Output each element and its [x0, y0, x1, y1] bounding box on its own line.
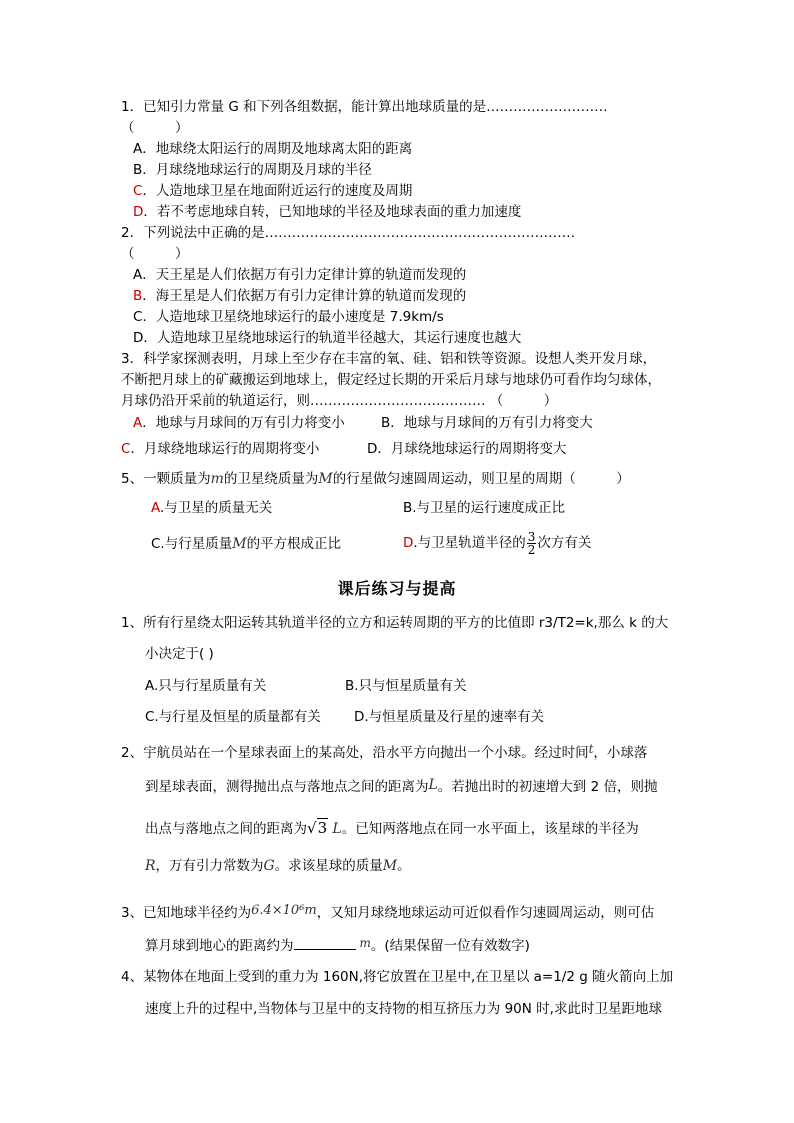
p2-q3-text-1: 3、已知地球半径约为 — [121, 905, 252, 921]
q5-option-b: B.与卫星的运行速度成正比 — [403, 500, 566, 516]
p2-q2-text-6: 。已知两落地点在同一水平面上，该星球的半径为 — [341, 821, 639, 837]
p2-q3-text-4: 。(结果保留一位有效数字) — [370, 938, 530, 954]
q5-stem-part-1: 5、一颗质量为 — [121, 471, 211, 487]
fraction-numerator: 3 — [527, 529, 536, 544]
fraction-denominator: 2 — [527, 542, 536, 557]
q1-option-b-text: ．月球绕地球运行的周期及月球的半径 — [142, 162, 372, 178]
p2-q2-line-4 — [145, 857, 411, 875]
q3-option-a — [133, 414, 345, 432]
p2-q2-var-M: M — [382, 858, 398, 874]
q1-option-a-text: ．地球绕太阳运行的周期及地球离太阳的距离 — [142, 141, 413, 157]
q5-option-c-text-1: C.与行星质量 — [151, 536, 233, 552]
q2-option-b-letter: B — [133, 288, 143, 304]
q3-option-a-text: ．地球与月球间的万有引力将变小 — [142, 415, 345, 431]
answer-blank[interactable] — [294, 937, 356, 950]
q2-option-c — [133, 308, 444, 326]
p2-q2-text-9: 。 — [397, 858, 411, 874]
q3-option-c-text: ．月球绕地球运行的周期将变小 — [130, 441, 320, 457]
q5-var-m: m — [210, 471, 224, 487]
q5-option-d-text-2: 次方有关 — [537, 535, 592, 551]
p2-q3-unit-m: m — [359, 936, 371, 950]
q2-option-b — [133, 287, 466, 305]
q3-option-c-letter: C — [121, 441, 131, 457]
q3-line-1: 3．科学家探测表明，月球上至少存在丰富的氧、硅、铝和铁等资源。设想人类开发月球， — [121, 351, 657, 367]
q5-var-M: M — [318, 471, 333, 487]
q1-option-a — [133, 140, 412, 158]
q3-option-c — [121, 440, 319, 458]
p2-q2-text-2: ，小球落 — [593, 745, 648, 761]
q5-option-a-letter: A — [151, 500, 160, 516]
p2-q2-line-2 — [145, 776, 657, 796]
q1-option-b-letter: B — [133, 162, 143, 178]
p2-q2-line-3 — [145, 819, 639, 838]
p2-q2-text-4: 。若抛出时的初速增大到 2 倍，则抛 — [437, 779, 658, 795]
q2-option-a — [133, 266, 466, 284]
p2-q2-var-t: t — [588, 742, 594, 756]
q1-option-d-text: ．若不考虑地球自转，已知地球的半径及地球表面的重力加速度 — [143, 204, 522, 220]
p2-q3-line-1 — [121, 902, 654, 922]
p2-q2-var-L: L — [428, 777, 438, 793]
q5-option-c — [151, 535, 341, 553]
p2-q2-text-3: 到星球表面，测得抛出点与落地点之间的距离为 — [145, 779, 429, 795]
q5-option-a-text: .与卫星的质量无关 — [160, 500, 273, 516]
p2-q2-var-L2: L — [332, 821, 342, 837]
q3-line-3: 月球仍沿开采前的轨道运行，则………………………………… （ ） — [121, 393, 558, 409]
q5-option-d-text-1: .与卫星轨道半径的 — [413, 535, 526, 551]
q2-option-a-letter: A — [133, 267, 143, 283]
p2-q1-line-2: 小决定于( ) — [145, 646, 214, 662]
q1-option-c-text: ．人造地球卫星在地面附近运行的速度及周期 — [142, 183, 413, 199]
q2-stem: 2．下列说法中正确的是…………………………………………………………… — [121, 225, 576, 241]
p2-q2-text-7: ，万有引力常数为 — [155, 858, 264, 874]
p2-q1-option-b: B.只与恒星质量有关 — [345, 678, 467, 694]
p2-q3-line-2 — [145, 934, 530, 955]
q1-answer-paren: （ ） — [121, 120, 189, 136]
q2-answer-paren: （ ） — [121, 246, 189, 262]
p2-q3-earth-radius: 6.4×10⁶m — [251, 903, 317, 918]
p2-q4-line-1: 4、某物体在地面上受到的重力为 160N,将它放置在卫星中,在卫星以 a=1/2 g 随火箭向上加 — [121, 969, 674, 985]
section-title: 课后练习与提高 — [337, 579, 457, 598]
p2-q2-text-5: 出点与落地点之间的距离为 — [145, 821, 307, 837]
q3-option-b: B．地球与月球间的万有引力将变大 — [381, 415, 593, 431]
p2-q2-sqrt: √3 — [307, 819, 328, 837]
q1-option-b — [133, 161, 372, 179]
q2-option-c-text: ．人造地球卫星绕地球运行的最小速度是 7.9km/s — [142, 309, 444, 325]
q5-option-d-letter: D — [403, 535, 414, 551]
q5-option-c-text-2: 的平方根成正比 — [246, 536, 342, 552]
q3-option-d: D．月球绕地球运行的周期将变大 — [367, 441, 567, 457]
q2-option-d-letter: D — [133, 330, 144, 346]
p2-q2-var-R: R — [145, 858, 156, 874]
q2-option-d-text: ．人造地球卫星绕地球运行的轨道半径越大，其运行速度也越大 — [143, 330, 522, 346]
q5-option-d-fraction — [527, 531, 537, 556]
p2-q2-text-1: 2、宇航员站在一个星球表面上的某高处，沿水平方向抛出一个小球。经过时间 — [121, 745, 589, 761]
p2-q2-line-1 — [121, 740, 647, 762]
p2-q1-option-c: C.与行星及恒星的质量都有关 — [145, 709, 321, 725]
p2-q2-text-8: 。求该星球的质量 — [274, 858, 383, 874]
q5-stem — [121, 470, 630, 488]
q1-option-c — [133, 182, 412, 200]
q3-line-2: 不断把月球上的矿藏搬运到地球上，假定经过长期的开采后月球与地球仍可看作均匀球体， — [121, 372, 661, 388]
q3-option-a-letter: A — [133, 415, 143, 431]
p2-q1-line-1: 1、所有行星绕太阳运转其轨道半径的立方和运转周期的平方的比值即 r3/T2=k,那么 k 的大 — [121, 615, 669, 631]
p2-q3-text-2: ，又知月球绕地球运动可近似看作匀速圆周运动，则可估 — [316, 905, 655, 921]
q2-option-c-letter: C — [133, 309, 143, 325]
sqrt-radicand: 3 — [317, 819, 328, 837]
q2-option-d — [133, 329, 521, 347]
q5-stem-part-2: 的卫星绕质量为 — [223, 471, 319, 487]
q1-option-d-letter: D — [133, 204, 144, 220]
q1-option-c-letter: C — [133, 183, 143, 199]
p2-q1-option-d: D.与恒星质量及行星的速率有关 — [354, 709, 545, 725]
q1-option-d — [133, 203, 521, 221]
q5-option-a — [151, 499, 272, 517]
p2-q1-option-a: A.只与行星质量有关 — [145, 678, 267, 694]
p2-q4-line-2: 速度上升的过程中,当物体与卫星中的支持物的相互挤压力为 90N 时,求此时卫星距地球 — [145, 1001, 662, 1017]
q2-option-a-text: ．天王星是人们依据万有引力定律计算的轨道而发现的 — [142, 267, 467, 283]
q5-stem-part-3: 的行星做匀速圆周运动，则卫星的周期（ ） — [332, 471, 630, 487]
q1-option-a-letter: A — [133, 141, 143, 157]
q2-option-b-text: ．海王星是人们依据万有引力定律计算的轨道而发现的 — [142, 288, 467, 304]
q5-option-d — [403, 528, 591, 558]
p2-q2-var-G: G — [263, 858, 275, 874]
q5-option-c-var: M — [232, 536, 247, 552]
q1-stem: 1．已知引力常量 G 和下列各组数据，能计算出地球质量的是……………………… — [121, 99, 608, 115]
p2-q3-text-3: 算月球到地心的距离约为 — [145, 938, 294, 954]
